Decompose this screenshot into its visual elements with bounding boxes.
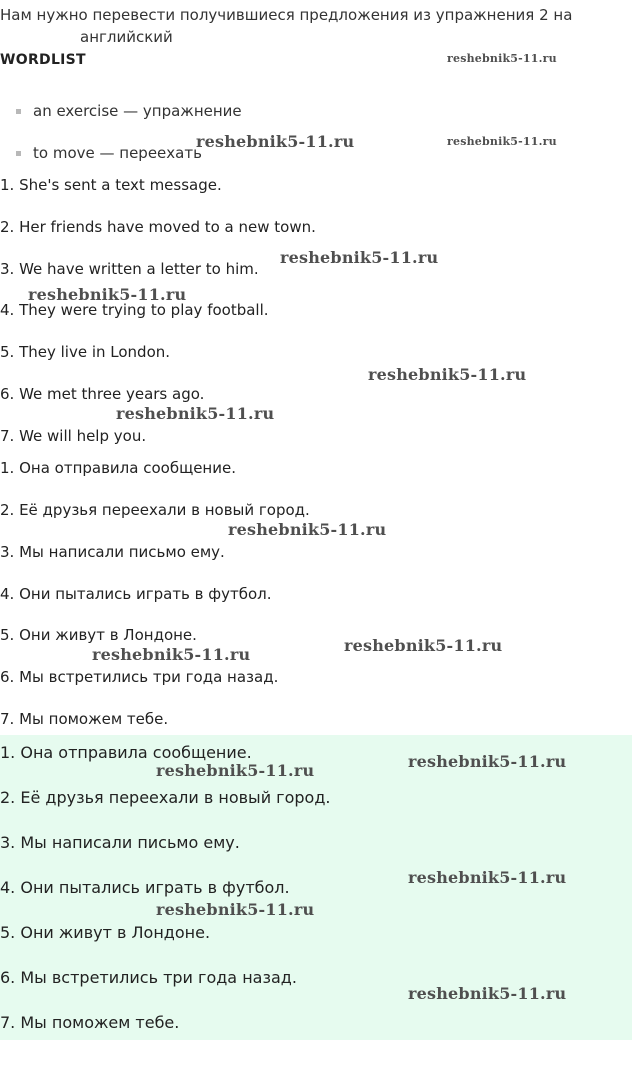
answer-sentence: 4. Они пытались играть в футбол. (0, 878, 290, 897)
answer-sentence: 2. Её друзья переехали в новый город. (0, 788, 331, 807)
russian-sentence: 1. Она отправила сообщение. (0, 459, 236, 477)
russian-sentence: 7. Мы поможем тебе. (0, 710, 169, 728)
watermark: reshebnik5-11.ru (408, 868, 567, 887)
wordlist-item: to move — переехать (16, 144, 202, 162)
watermark: reshebnik5-11.ru (408, 752, 567, 771)
watermark: reshebnik5-11.ru (408, 984, 567, 1003)
wordlist-title: WORDLIST (0, 52, 86, 68)
english-sentence: 6. We met three years ago. (0, 385, 205, 403)
watermark: reshebnik5-11.ru (156, 761, 315, 780)
watermark: reshebnik5-11.ru (92, 645, 251, 664)
wordlist-item: an exercise — упражнение (16, 102, 242, 120)
russian-sentence: 4. Они пытались играть в футбол. (0, 585, 272, 603)
russian-sentence: 6. Мы встретились три года назад. (0, 668, 279, 686)
intro-text-clipped: английский (80, 28, 173, 46)
watermark: reshebnik5-11.ru (156, 900, 315, 919)
english-sentence: 2. Her friends have moved to a new town. (0, 218, 316, 236)
watermark: reshebnik5-11.ru (228, 520, 387, 539)
intro-text: Нам нужно перевести получившиеся предложения из упражнения 2 на (0, 6, 573, 24)
watermark: reshebnik5-11.ru (28, 285, 187, 304)
answer-sentence: 7. Мы поможем тебе. (0, 1013, 180, 1032)
russian-sentence: 3. Мы написали письмо ему. (0, 543, 225, 561)
watermark: reshebnik5-11.ru (447, 135, 557, 148)
english-sentence: 4. They were trying to play football. (0, 301, 269, 319)
bullet-icon (16, 109, 21, 114)
answer-sentence: 6. Мы встретились три года назад. (0, 968, 297, 987)
watermark: reshebnik5-11.ru (368, 365, 527, 384)
english-sentence: 5. They live in London. (0, 343, 171, 361)
watermark: reshebnik5-11.ru (196, 132, 355, 151)
answer-sentence: 3. Мы написали письмо ему. (0, 833, 240, 852)
watermark: reshebnik5-11.ru (280, 248, 439, 267)
answer-sentence: 5. Они живут в Лондоне. (0, 923, 211, 942)
watermark: reshebnik5-11.ru (116, 404, 275, 423)
bullet-icon (16, 151, 21, 156)
russian-sentence: 5. Они живут в Лондоне. (0, 626, 197, 644)
watermark: reshebnik5-11.ru (344, 636, 503, 655)
russian-sentence: 2. Её друзья переехали в новый город. (0, 501, 310, 519)
watermark: reshebnik5-11.ru (447, 52, 557, 65)
english-sentence: 7. We will help you. (0, 427, 147, 445)
answer-sentence: 1. Она отправила сообщение. (0, 743, 252, 762)
english-sentence: 1. She's sent a text message. (0, 176, 222, 194)
english-sentence: 3. We have written a letter to him. (0, 260, 259, 278)
